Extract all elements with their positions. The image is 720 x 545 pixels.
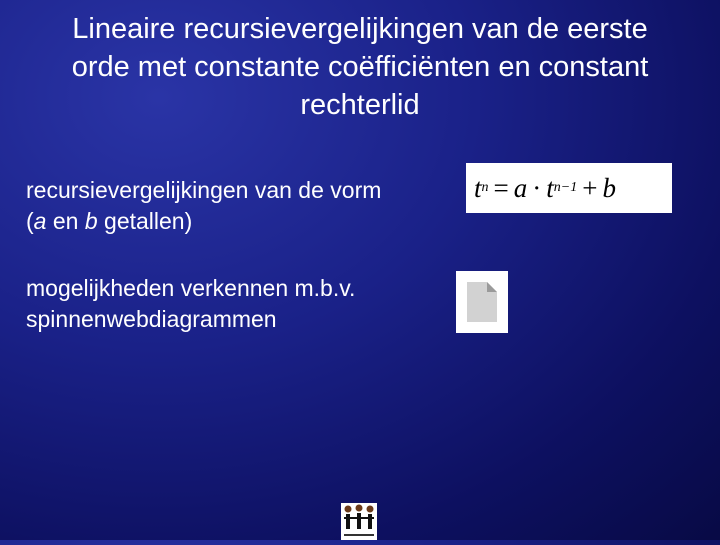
var-b: b [84,208,98,234]
title-line-1: Lineaire recursievergelijkingen van de eerste [72,13,648,45]
formula-b: b [602,172,616,203]
var-a: a [33,208,47,234]
document-icon[interactable] [456,271,508,333]
formula-nminus1: n−1 [553,180,578,195]
logo-icon [341,503,377,540]
bullet-2-line-2: spinnenwebdiagrammen [26,306,277,332]
formula-dot: · [532,172,542,203]
paren-open: ( [26,208,34,234]
word-en: en [46,208,85,234]
formula-box [466,163,672,213]
bullet-recursion-form [26,175,381,237]
formula-n: n [481,180,489,195]
title-line-2: orde met constante coëfficiënten en constant [71,51,649,83]
slide-title [20,10,700,124]
bullet-spider-diagrams [26,273,355,335]
formula-plus: + [582,172,598,203]
bullet-1-line-1: recursievergelijkingen van de vorm [26,177,382,203]
formula-t: t [474,172,482,203]
paren-close: getallen) [97,208,193,234]
formula-eq: = [493,172,509,203]
title-line-3: rechterlid [300,89,420,121]
formula-a: a [513,172,528,203]
formula-t2: t [546,172,554,203]
bullet-2-line-1: mogelijkheden verkennen m.b.v. [26,275,356,301]
bullet-1-line-2 [26,206,381,237]
